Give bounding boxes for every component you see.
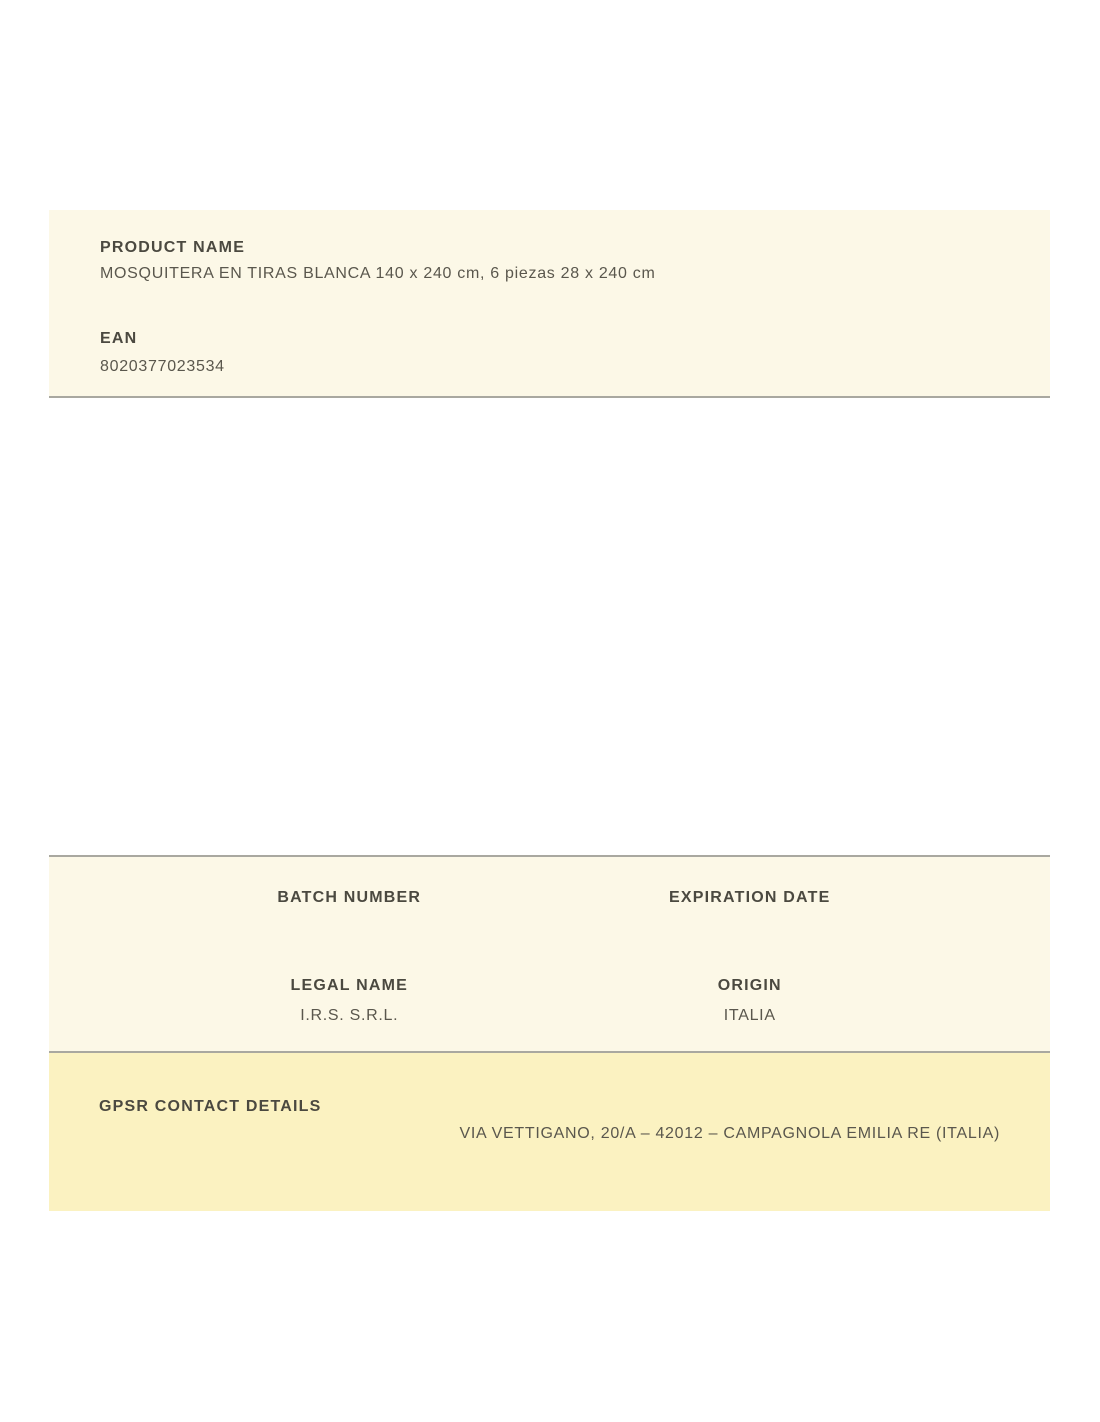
product-name-field (100, 210, 999, 284)
legal-name-value: I.R.S. S.R.L. (300, 1007, 399, 1024)
origin-label: ORIGIN (717, 977, 782, 994)
expiration-date-label: EXPIRATION DATE (669, 889, 831, 906)
batch-number-field (149, 888, 550, 908)
product-name-value: MOSQUITERA EN TIRAS BLANCA 140 x 240 cm, 6 piezas 28 x 240 cm (100, 265, 656, 282)
batch-number-label: BATCH NUMBER (277, 889, 422, 906)
gpsr-contact-address: VIA VETTIGANO, 20/A – 42012 – CAMPAGNOLA EMILIA RE (ITALIA) (459, 1125, 1000, 1142)
ean-label: EAN (100, 330, 138, 347)
product-name-label: PRODUCT NAME (100, 239, 246, 256)
expiration-date-field (550, 888, 951, 908)
product-info-panel (49, 210, 1050, 398)
gpsr-contact-panel (49, 1053, 1050, 1211)
batch-origin-grid (149, 857, 950, 1026)
origin-value: ITALIA (723, 1007, 776, 1024)
ean-field (100, 329, 999, 377)
legal-name-field (149, 976, 550, 1026)
legal-name-label: LEGAL NAME (290, 977, 408, 994)
origin-field (550, 976, 951, 1026)
batch-origin-panel (49, 855, 1050, 1053)
gpsr-contact-title: GPSR CONTACT DETAILS (99, 1098, 322, 1115)
ean-value: 8020377023534 (100, 358, 225, 375)
